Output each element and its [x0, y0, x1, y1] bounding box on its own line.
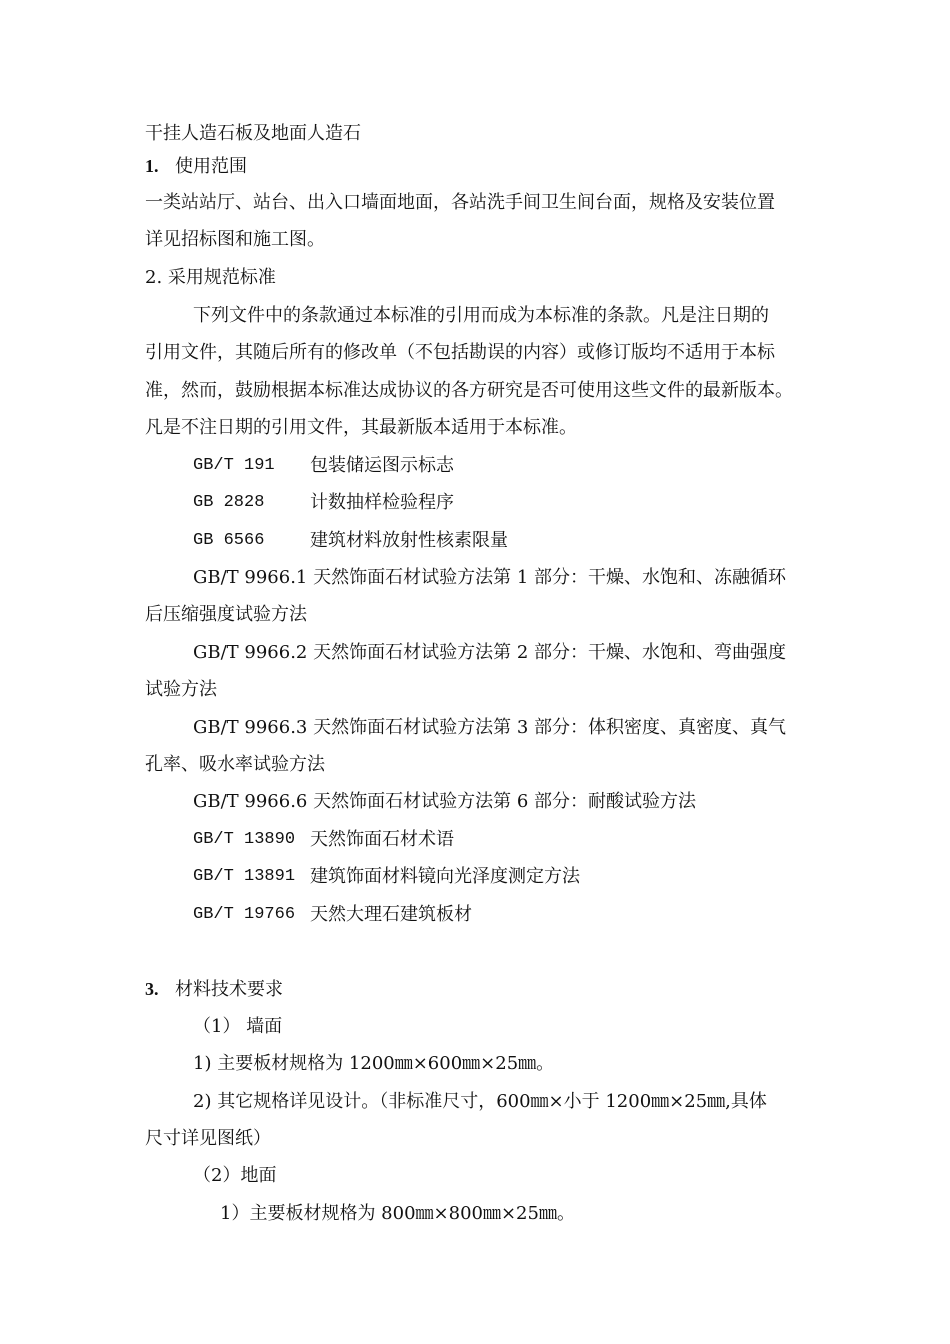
- section-1-heading: [145, 154, 247, 179]
- list-item: 1）主要板材规格为 800㎜×800㎜×25㎜。: [220, 1203, 575, 1224]
- paragraph-line: 一类站站厅、站台、出入口墙面地面，各站洗手间卫生间台面，规格及安装位置: [145, 192, 775, 213]
- standard-code: GB/T 19766: [193, 905, 296, 924]
- standard-code: GB 6566: [193, 531, 265, 550]
- standard-code: GB 2828: [193, 493, 265, 512]
- standard-title: 建筑材料放射性核素限量: [310, 530, 508, 551]
- section-title: 使用范围: [175, 156, 247, 177]
- standard-line: 试验方法: [145, 679, 217, 700]
- standard-line: GB/T 9966.3 天然饰面石材试验方法第 3 部分：体积密度、真密度、真气: [193, 717, 786, 738]
- standard-code: GB/T 13890: [193, 830, 296, 849]
- paragraph-line: 引用文件，其随后所有的修改单（不包括勘误的内容）或修订版均不适用于本标: [145, 342, 775, 363]
- section-3-heading: [145, 977, 283, 1002]
- standard-line: GB/T 9966.6 天然饰面石材试验方法第 6 部分：耐酸试验方法: [193, 791, 696, 812]
- standard-title: 建筑饰面材料镜向光泽度测定方法: [310, 866, 580, 887]
- list-item: 2) 其它规格详见设计。（非标准尺寸，600㎜×小于 1200㎜×25㎜,具体: [193, 1091, 767, 1112]
- section-title: 材料技术要求: [175, 979, 283, 1000]
- document-title: 干挂人造石板及地面人造石: [145, 123, 361, 144]
- section-number: 1.: [145, 156, 159, 176]
- subsection-heading: （1） 墙面: [193, 1016, 283, 1037]
- standard-line: 后压缩强度试验方法: [145, 604, 307, 625]
- subsection-heading: （2）地面: [193, 1165, 277, 1186]
- standard-code: GB/T 191: [193, 456, 275, 475]
- list-item-continuation: 尺寸详见图纸）: [145, 1128, 271, 1149]
- section-2-heading: 2. 采用规范标准: [145, 267, 276, 288]
- standard-line: GB/T 9966.2 天然饰面石材试验方法第 2 部分：干燥、水饱和、弯曲强度: [193, 642, 786, 663]
- section-number: 3.: [145, 979, 159, 999]
- standard-code: GB/T 13891: [193, 867, 296, 886]
- standard-title: 天然大理石建筑板材: [310, 904, 472, 925]
- standard-title: 天然饰面石材术语: [310, 829, 454, 850]
- standard-line: GB/T 9966.1 天然饰面石材试验方法第 1 部分：干燥、水饱和、冻融循环: [193, 567, 786, 588]
- standard-line: 孔率、吸水率试验方法: [145, 754, 325, 775]
- paragraph-line: 详见招标图和施工图。: [145, 229, 325, 250]
- standard-title: 计数抽样检验程序: [310, 492, 454, 513]
- paragraph-line: 凡是不注日期的引用文件，其最新版本适用于本标准。: [145, 417, 577, 438]
- paragraph-line: 准，然而，鼓励根据本标准达成协议的各方研究是否可使用这些文件的最新版本。: [145, 380, 793, 401]
- standard-title: 包装储运图示标志: [310, 455, 454, 476]
- list-item: 1) 主要板材规格为 1200㎜×600㎜×25㎜。: [193, 1053, 555, 1074]
- paragraph-line: 下列文件中的条款通过本标准的引用而成为本标准的条款。凡是注日期的: [193, 305, 769, 326]
